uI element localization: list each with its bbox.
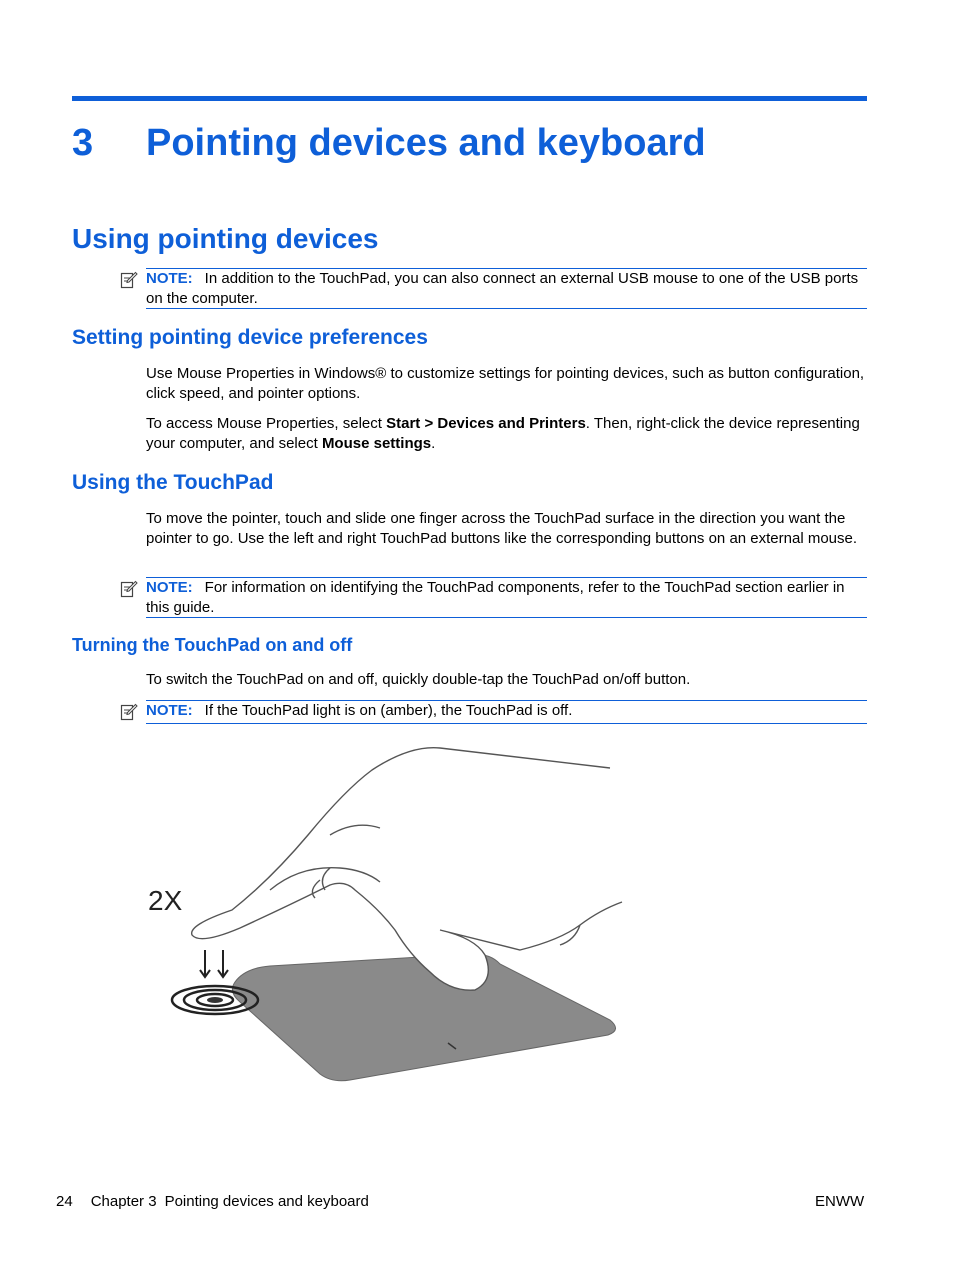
paragraph-touchpad-switch: To switch the TouchPad on and off, quickly double-tap the TouchPad on/off button. [146,671,691,688]
footer-chapter-label: Chapter 3 [90,1193,157,1210]
tap-rings-icon [172,986,258,1014]
section-heading-preferences: Setting pointing device preferences [72,326,428,349]
note-touchpad-light [146,700,867,724]
text-run: To access Mouse Properties, select [146,415,387,432]
note-touchpad-components [146,577,867,618]
bold-menu-path: Start > Devices and Printers [386,415,586,432]
paragraph-touchpad-usage: To move the pointer, touch and slide one finger across the TouchPad surface in the direction you want the pointer to go. Use the left and right TouchPad buttons like the corresponding buttons on an external mouse. [146,510,858,547]
text-run: . Then, right-click the device representing your computer, and select [146,415,860,452]
note-label: NOTE: [146,702,193,719]
tap-count-label: 2X [148,885,183,916]
paragraph-mouse-properties: Use Mouse Properties in Windows® to customize settings for pointing devices, such as button configuration, click speed, and pointer options. [146,365,865,402]
section-heading-using-pointing-devices: Using pointing devices [72,223,379,254]
hand-icon [192,748,622,991]
paragraph-access-mouse-properties [146,414,868,453]
touchpad-surface [232,954,615,1081]
note-label: NOTE: [146,270,193,287]
note-usb-mouse [146,268,867,309]
note-icon [120,580,138,598]
chapter-rule [72,96,867,101]
note-label: NOTE: [146,579,193,596]
double-arrow-down-icon [200,950,228,977]
footer-page-number: 24 [56,1193,73,1210]
note-text: If the TouchPad light is on (amber), the TouchPad is off. [204,702,573,719]
note-icon [120,271,138,289]
footer-locale: ENWW [815,1193,865,1210]
touchpad-double-tap-illustration [140,740,630,1085]
footer-chapter-info [56,1193,387,1210]
section-heading-using-touchpad: Using the TouchPad [72,471,274,494]
chapter-number: 3 [72,122,94,164]
note-text: In addition to the TouchPad, you can also connect an external USB mouse to one of the USB ports on the computer. [146,270,859,307]
section-heading-touchpad-on-off: Turning the TouchPad on and off [72,635,353,655]
note-text: For information on identifying the TouchPad components, refer to the TouchPad section earlier in this guide. [146,579,845,616]
footer-chapter-title: Pointing devices and keyboard [164,1193,369,1210]
note-icon [120,703,138,721]
text-run: . [431,434,436,452]
bold-mouse-settings: Mouse settings [321,434,432,452]
chapter-title: Pointing devices and keyboard [146,122,706,164]
